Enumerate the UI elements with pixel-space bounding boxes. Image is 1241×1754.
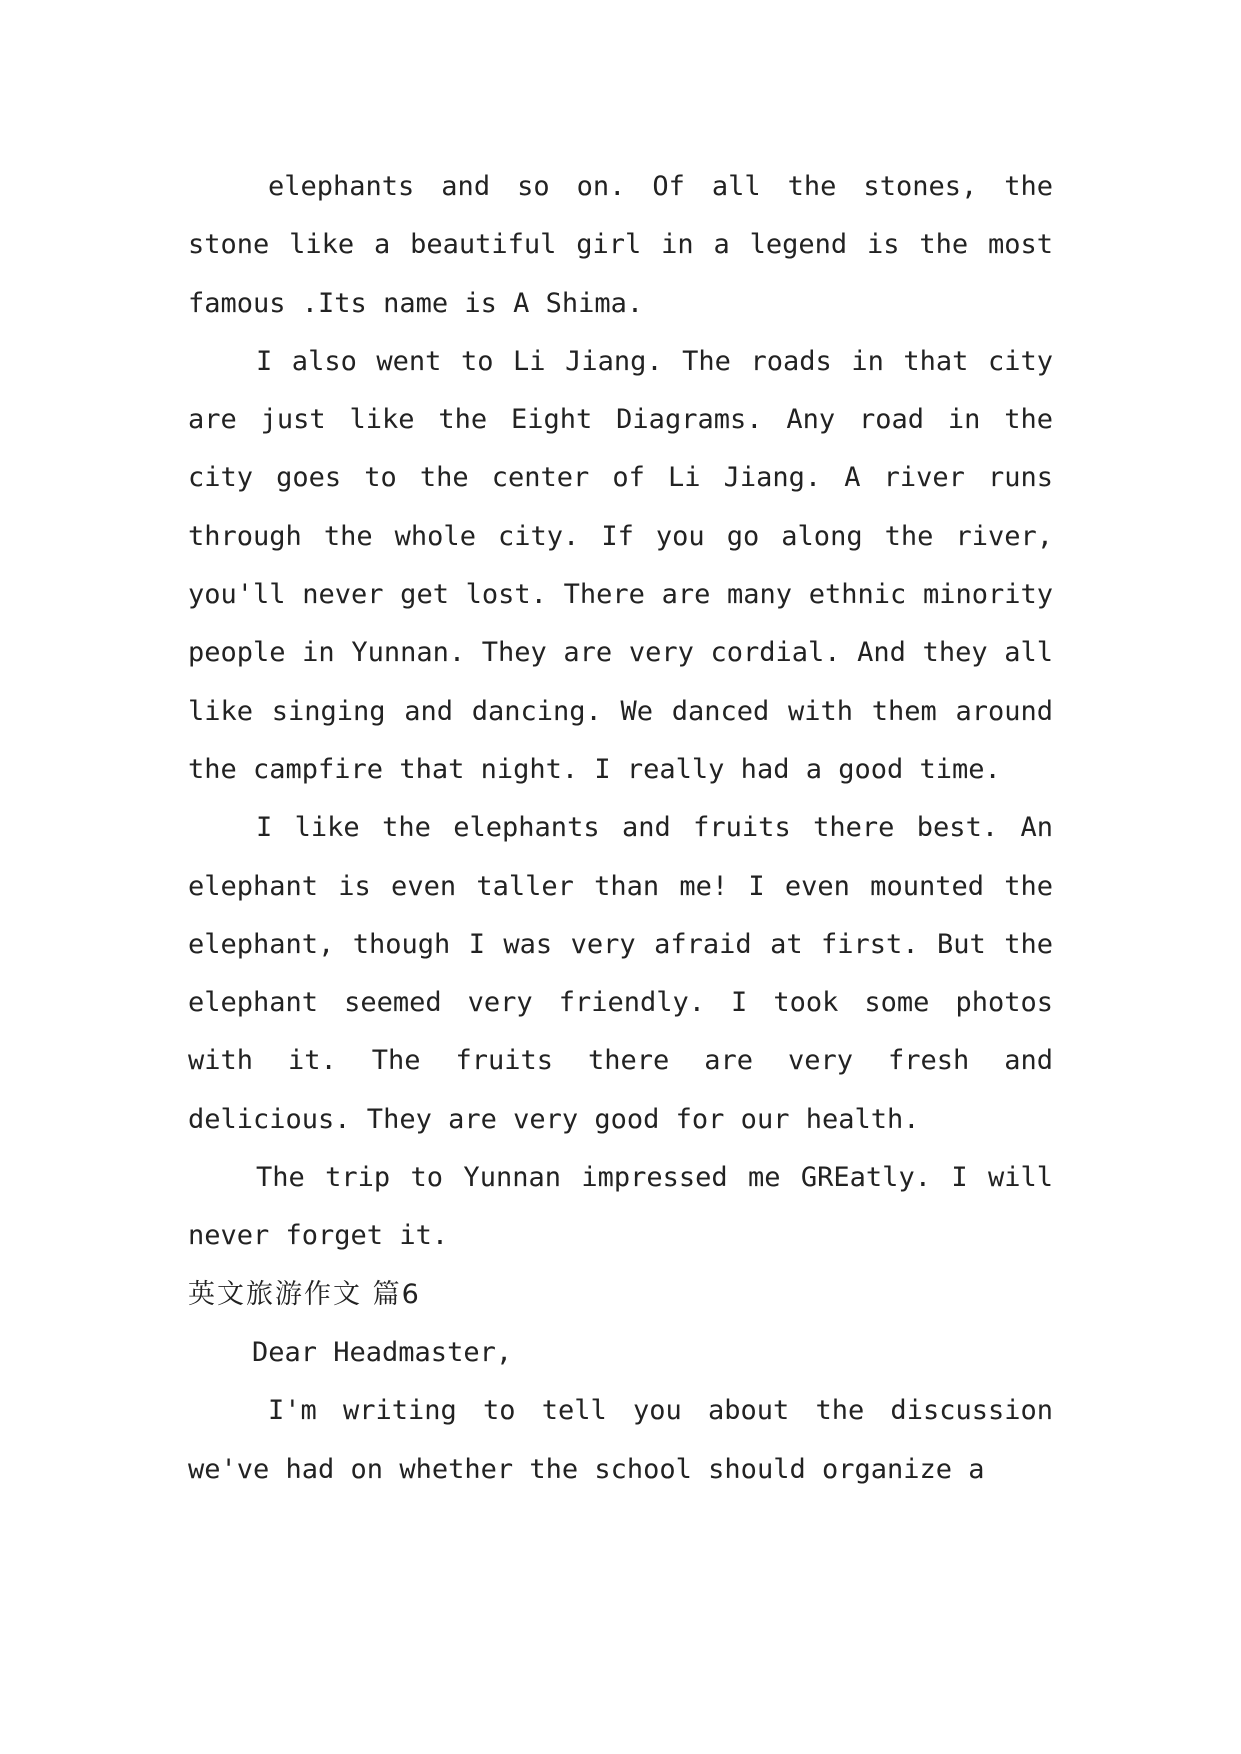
- paragraph-conclusion: The trip to Yunnan impressed me GREatly. I will never forget it.: [188, 1162, 1053, 1252]
- document-body: [188, 158, 1053, 1499]
- paragraph-stone-forest: elephants and so on. Of all the stones, the stone like a beautiful girl in a legend is the most famous .Its name is A Shima.: [188, 171, 1053, 319]
- letter-body-paragraph: I'm writing to tell you about the discussion we've had on whether the school should organize a: [188, 1395, 1053, 1485]
- letter-salutation: Dear Headmaster,: [252, 1336, 513, 1368]
- paragraph-li-jiang: I also went to Li Jiang. The roads in that city are just like the Eight Diagrams. Any road in the city goes to the center of Li Jiang. A river runs through the whole city. If you go along the river, you'll never get lost. There are many ethnic minority people in Yunnan. They are very cordial. And they all like singing and dancing. We danced with them around the campfire that night. I really had a good time.: [188, 345, 1053, 785]
- paragraph-elephants-fruits: I like the elephants and fruits there best. An elephant is even taller than me! I even mounted the elephant, though I was very afraid at first. But the elephant seemed very friendly. I took some photos with it. The fruits there are very fresh and delicious. They are very good for our health.: [188, 812, 1053, 1135]
- section-heading: 英文旅游作文 篇6: [188, 1278, 421, 1310]
